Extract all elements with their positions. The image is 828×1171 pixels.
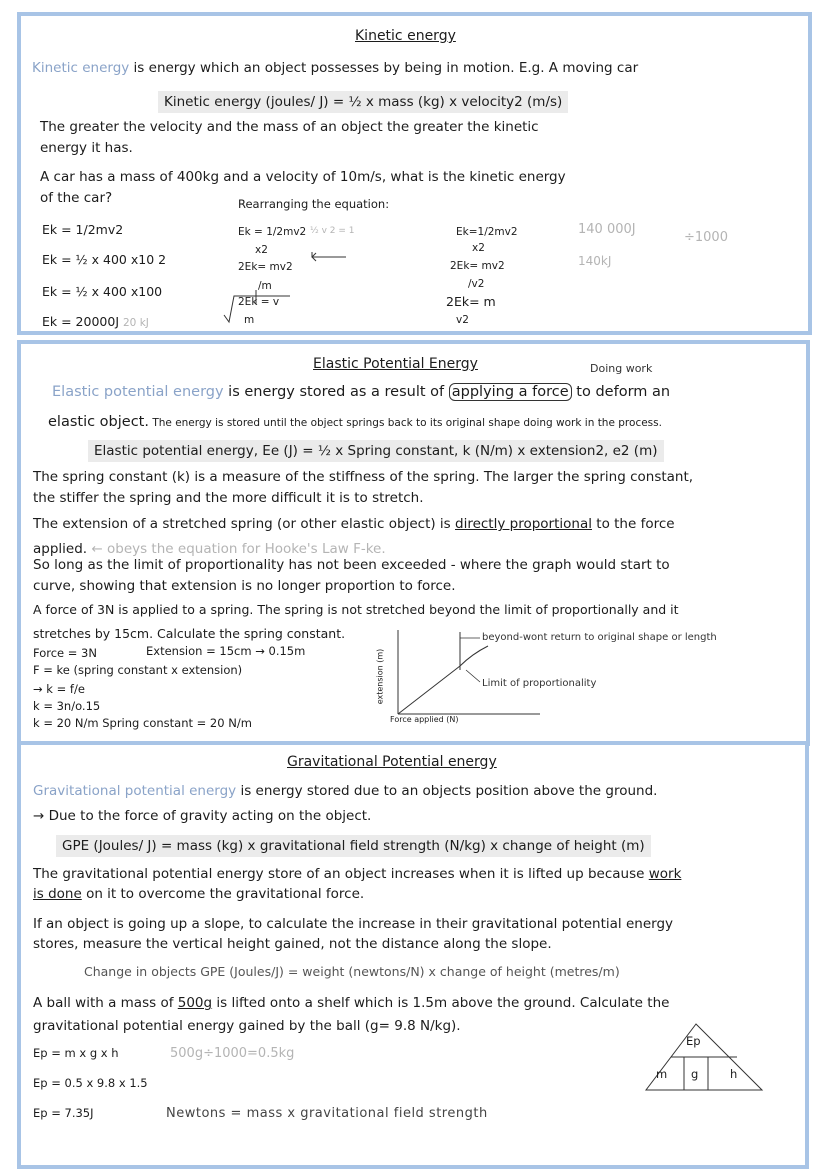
kinetic-energy-formula: Kinetic energy (joules/ J) = ½ x mass (kg) x velocity2 (m/s) <box>158 91 568 113</box>
ke-rearr2-line1: Ek=1/2mv2 <box>456 226 518 238</box>
gpe-p1-end: on it to overcome the gravitational force. <box>81 886 365 902</box>
gravitational-question-line1 <box>33 992 669 1014</box>
gpe-q-text: A ball with a mass of <box>33 995 178 1011</box>
ke-note-divide: ÷1000 <box>684 230 728 245</box>
kinetic-energy-term: Kinetic energy <box>32 60 130 76</box>
elastic-p2-applied: applied. <box>33 541 88 557</box>
elastic-p2-end: to the force <box>591 516 675 532</box>
gravitational-paragraph1-line2 <box>33 883 364 905</box>
ke-rearr1-line6: m <box>244 314 255 326</box>
ke-rearr1-line4: /m <box>258 280 272 292</box>
ke-working-line1: Ek = 1/2mv2 <box>42 222 124 237</box>
elastic-def-end: to deform an <box>571 384 671 400</box>
gravitational-change-equation: Change in objects GPE (Joules/J) = weight (newtons/N) x change of height (metres/m) <box>84 964 620 979</box>
elastic-energy-term: Elastic potential energy <box>52 384 224 400</box>
gravitational-definition-line2: → Due to the force of gravity acting on the object. <box>33 808 372 824</box>
elastic-paragraph1-line2: the stiffer the spring and the more difficult it is to stretch. <box>33 490 424 506</box>
gpe-p1-is-done: is done <box>33 886 82 902</box>
elastic-def-object: elastic object. <box>48 414 149 430</box>
gravitational-energy-formula: GPE (Joules/ J) = mass (kg) x gravitational field strength (N/kg) x change of height (m) <box>56 835 651 857</box>
elastic-p2-text: The extension of a stretched spring (or other elastic object) is <box>33 516 455 532</box>
elastic-def-text: is energy stored as a result of <box>223 384 449 400</box>
elastic-def-small: The energy is stored until the object springs back to its original shape doing work in the process. <box>148 417 662 429</box>
kinetic-energy-definition <box>32 57 638 79</box>
ke-rearr1-line3: 2Ek= mv2 <box>238 261 293 273</box>
ke-note-140000: 140 000J <box>578 222 636 237</box>
ke-rearr1-note: ½ v 2 = 1 <box>310 226 355 236</box>
gpe-p1-work: work <box>648 866 682 882</box>
gpe-mass-conversion-note: 500g÷1000=0.5kg <box>170 1046 295 1061</box>
gravitational-question-line2: gravitational potential energy gained by the ball (g= 9.8 N/kg). <box>33 1018 461 1034</box>
gravitational-paragraph2-line2: stores, measure the vertical height gained, not the distance along the slope. <box>33 936 552 952</box>
ke-paragraph-line2: energy it has. <box>40 140 133 156</box>
gpe-working-line2: Ep = 0.5 x 9.8 x 1.5 <box>33 1076 148 1090</box>
elastic-definition-line2 <box>48 411 662 430</box>
elastic-question-line1: A force of 3N is applied to a spring. The spring is not stretched beyond the limit of proportionally and it <box>33 602 679 617</box>
gpe-formula-triangle <box>640 1020 770 1096</box>
elastic-working-line2: F = ke (spring constant x extension) <box>33 663 243 677</box>
elastic-hookes-law-note: ← obeys the equation for Hooke's Law F-ke. <box>87 541 386 557</box>
hookes-graph-note-limit: Limit of proportionality <box>482 678 597 689</box>
gpe-triangle-h: h <box>730 1067 738 1081</box>
gravitational-paragraph1-line1 <box>33 863 681 885</box>
ke-note-140kj: 140kJ <box>578 254 612 268</box>
ke-working-line3: Ek = ½ x 400 x100 <box>42 284 163 299</box>
elastic-definition-line1 <box>52 384 670 400</box>
elastic-working-line4: k = 3n/o.15 <box>33 699 101 713</box>
gpe-q-end: is lifted onto a shelf which is 1.5m above the ground. Calculate the <box>212 995 670 1011</box>
elastic-working-line5: k = 20 N/m Spring constant = 20 N/m <box>33 716 252 730</box>
elastic-p2-underlined: directly proportional <box>455 516 592 532</box>
ke-paragraph-line1: The greater the velocity and the mass of an object the greater the kinetic <box>40 119 539 135</box>
ke-question-line1: A car has a mass of 400kg and a velocity of 10m/s, what is the kinetic energy <box>40 169 566 185</box>
ke-question-line2: of the car? <box>40 190 113 206</box>
gpe-triangle-ep: Ep <box>686 1034 701 1048</box>
ke-rearr2-line3: 2Ek= mv2 <box>450 260 505 272</box>
gpe-working-line1: Ep = m x g x h <box>33 1046 119 1060</box>
gravitational-paragraph2-line1: If an object is going up a slope, to calculate the increase in their gravitational potential energy <box>33 916 674 932</box>
elastic-def-underlined: applying a force <box>449 383 572 401</box>
elastic-working-force: Force = 3N <box>33 646 97 660</box>
hookes-graph-y-label: extension (m) <box>375 648 385 705</box>
ke-working-line2: Ek = ½ x 400 x10 2 <box>42 252 167 267</box>
ke-rearr2-line6: v2 <box>456 314 469 326</box>
gravitational-energy-title: Gravitational Potential energy <box>287 754 497 770</box>
elastic-paragraph2-line1 <box>33 513 675 535</box>
elastic-paragraph2-line3: So long as the limit of proportionality has not been exceeded - where the graph would start to <box>33 557 670 573</box>
ke-rearranging-label: Rearranging the equation: <box>238 197 390 211</box>
ke-rearr1-line2: x2 <box>255 244 268 256</box>
ke-rearr2-line2: x2 <box>472 242 485 254</box>
ke-rearr1-line1: Ek = 1/2mv2 <box>238 226 307 238</box>
gpe-newtons-note: Newtons = mass x gravitational field strength <box>166 1106 488 1121</box>
ke-rearr2-line5: 2Ek= m <box>446 294 496 309</box>
gravitational-energy-term: Gravitational potential energy <box>33 783 237 799</box>
elastic-paragraph1-line1: The spring constant (k) is a measure of the stiffness of the spring. The larger the spring constant, <box>33 469 694 485</box>
kinetic-energy-def-text: is energy which an object possesses by being in motion. E.g. A moving car <box>129 60 639 76</box>
hookes-graph-note-beyond: beyond-wont return to original shape or length <box>482 632 717 643</box>
elastic-working-line3: → k = f/e <box>33 682 85 696</box>
elastic-working-extension: Extension = 15cm → 0.15m <box>146 644 306 658</box>
ke-rearr1-line5: 2Ek = v <box>238 296 280 308</box>
gpe-triangle-m: m <box>656 1067 668 1081</box>
elastic-energy-title: Elastic Potential Energy <box>313 356 478 372</box>
gravitational-def-text: is energy stored due to an objects position above the ground. <box>236 783 658 799</box>
ke-working-line4 <box>42 314 149 329</box>
elastic-paragraph2-line4: curve, showing that extension is no longer proportion to force. <box>33 578 456 594</box>
gravitational-definition-line1 <box>33 780 657 802</box>
ke-sqrt-and-arrow-marks <box>220 240 360 330</box>
gpe-triangle-g: g <box>691 1067 699 1081</box>
elastic-energy-formula: Elastic potential energy, Ee (J) = ½ x Spring constant, k (N/m) x extension2, e2 (m) <box>88 440 664 462</box>
kinetic-energy-title: Kinetic energy <box>355 28 456 44</box>
gpe-q-mass: 500g <box>177 995 213 1011</box>
ke-answer: Ek = 20000J <box>42 314 120 329</box>
elastic-question-line2: stretches by 15cm. Calculate the spring constant. <box>33 626 346 641</box>
gpe-working-line3: Ep = 7.35J <box>33 1106 94 1120</box>
hookes-graph-x-label: Force applied (N) <box>390 715 459 724</box>
gpe-p1-text: The gravitational potential energy store of an object increases when it is lifted up because <box>33 866 649 882</box>
elastic-note-doing-work: Doing work <box>590 362 653 375</box>
ke-answer-note: 20 kJ <box>123 317 149 329</box>
ke-rearr2-line4: /v2 <box>468 278 485 290</box>
